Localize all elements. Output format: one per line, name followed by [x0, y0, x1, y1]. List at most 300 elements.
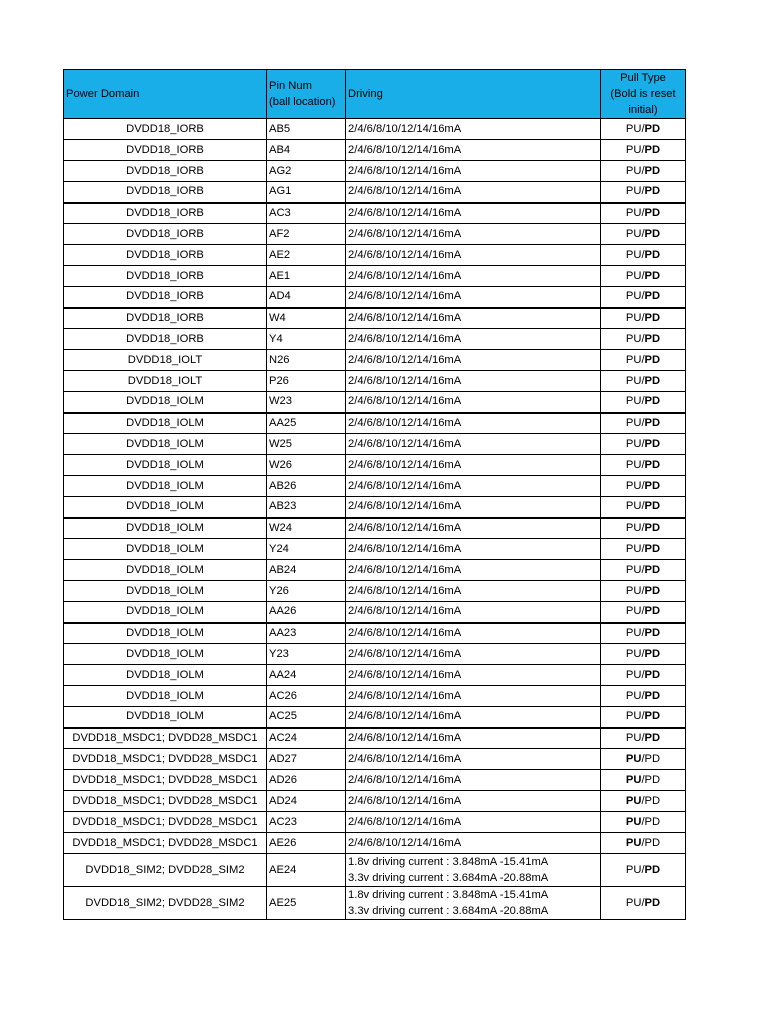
- driving-cell: [346, 581, 601, 602]
- driving-text: 3.3v driving current : 3.684mA -20.88mA: [348, 872, 549, 884]
- driving-cell: [346, 350, 601, 371]
- driving-cell: [346, 728, 601, 749]
- pull-type-cell: [601, 119, 686, 140]
- power-domain-cell: DVDD18_IOLM: [64, 644, 267, 665]
- driving-text: 2/4/6/8/10/12/14/16mA: [348, 290, 462, 303]
- power-domain-cell: DVDD18_IORB: [64, 182, 267, 203]
- pull-down-label: PD: [644, 752, 661, 765]
- pull-down-label: PD: [644, 311, 661, 324]
- header-pull-type: Pull Type (Bold is reset initial): [601, 70, 686, 119]
- power-domain-cell: DVDD18_IOLM: [64, 518, 267, 539]
- driving-text: 2/4/6/8/10/12/14/16mA: [348, 416, 462, 429]
- pull-down-label: PD: [644, 332, 661, 345]
- driving-cell: [346, 224, 601, 245]
- pin-num-cell: P26: [267, 371, 346, 392]
- power-domain-cell: DVDD18_IORB: [64, 203, 267, 224]
- pull-separator: /: [641, 395, 645, 408]
- pin-num-cell: AD4: [267, 287, 346, 308]
- driving-cell: [346, 560, 601, 581]
- pull-down-label: PD: [644, 479, 661, 492]
- pin-num-cell: AB24: [267, 560, 346, 581]
- pin-table: [63, 69, 686, 920]
- power-domain-cell: DVDD18_IOLT: [64, 350, 267, 371]
- pull-type-cell: [601, 749, 686, 770]
- table-row: [64, 266, 686, 287]
- pin-num-cell: W26: [267, 455, 346, 476]
- pull-type-cell: [601, 476, 686, 497]
- pull-down-label: PD: [644, 500, 661, 513]
- table-row: [64, 602, 686, 623]
- table-row: [64, 434, 686, 455]
- driving-text: 2/4/6/8/10/12/14/16mA: [348, 815, 462, 828]
- pull-up-label: PU: [625, 227, 642, 240]
- driving-text: 2/4/6/8/10/12/14/16mA: [348, 794, 462, 807]
- driving-cell: [346, 140, 601, 161]
- table-row: [64, 371, 686, 392]
- pull-down-label: PD: [644, 773, 661, 786]
- pin-num-cell: AC3: [267, 203, 346, 224]
- pin-num-cell: AE26: [267, 833, 346, 854]
- driving-text: 2/4/6/8/10/12/14/16mA: [348, 668, 462, 681]
- table-row: [64, 182, 686, 203]
- pull-type-cell: [601, 140, 686, 161]
- table-header: [64, 70, 686, 119]
- driving-text: 1.8v driving current : 3.848mA -15.41mA: [348, 889, 549, 901]
- table-row: [64, 413, 686, 434]
- driving-text: 2/4/6/8/10/12/14/16mA: [348, 752, 462, 765]
- table-row: [64, 140, 686, 161]
- pull-up-label: PU: [625, 521, 642, 534]
- pull-separator: /: [641, 752, 645, 765]
- pull-type-cell: [601, 308, 686, 329]
- power-domain-cell: DVDD18_IOLM: [64, 707, 267, 728]
- pull-type-cell: [601, 182, 686, 203]
- pull-type-cell: [601, 350, 686, 371]
- pull-type-cell: [601, 434, 686, 455]
- driving-text: 2/4/6/8/10/12/14/16mA: [348, 542, 462, 555]
- driving-text: 2/4/6/8/10/12/14/16mA: [348, 710, 462, 723]
- driving-text: 2/4/6/8/10/12/14/16mA: [348, 332, 462, 345]
- table-row: [64, 644, 686, 665]
- power-domain-cell: DVDD18_MSDC1; DVDD28_MSDC1: [64, 770, 267, 791]
- pull-separator: /: [641, 479, 645, 492]
- pull-type-cell: [601, 518, 686, 539]
- pull-separator: /: [641, 290, 645, 303]
- pull-up-label: PU: [625, 647, 642, 660]
- driving-text: 2/4/6/8/10/12/14/16mA: [348, 521, 462, 534]
- pull-up-label: PU: [625, 500, 642, 513]
- pull-down-label: PD: [644, 815, 661, 828]
- driving-text: 2/4/6/8/10/12/14/16mA: [348, 185, 462, 198]
- power-domain-cell: DVDD18_IOLM: [64, 665, 267, 686]
- pull-up-label: PU: [625, 248, 642, 261]
- power-domain-cell: DVDD18_MSDC1; DVDD28_MSDC1: [64, 749, 267, 770]
- pin-num-cell: AG2: [267, 161, 346, 182]
- pin-num-cell: W24: [267, 518, 346, 539]
- table-row: [64, 770, 686, 791]
- pull-type-cell: [601, 623, 686, 644]
- table-row: [64, 707, 686, 728]
- pull-separator: /: [641, 626, 645, 639]
- driving-cell: [346, 203, 601, 224]
- driving-text: 2/4/6/8/10/12/14/16mA: [348, 563, 462, 576]
- table-row: [64, 749, 686, 770]
- pull-separator: /: [641, 206, 645, 219]
- driving-text: 2/4/6/8/10/12/14/16mA: [348, 647, 462, 660]
- pull-separator: /: [641, 836, 645, 849]
- power-domain-cell: DVDD18_IORB: [64, 287, 267, 308]
- pull-down-label: PD: [644, 353, 661, 366]
- pin-num-cell: AE2: [267, 245, 346, 266]
- table-row: [64, 791, 686, 812]
- table-row: [64, 476, 686, 497]
- pull-up-label: PU: [625, 836, 642, 849]
- driving-cell: [346, 287, 601, 308]
- power-domain-cell: DVDD18_IORB: [64, 329, 267, 350]
- power-domain-cell: DVDD18_IORB: [64, 266, 267, 287]
- pull-down-label: PD: [644, 731, 661, 744]
- pin-num-cell: AC26: [267, 686, 346, 707]
- table-row: [64, 686, 686, 707]
- table-row: [64, 308, 686, 329]
- driving-text: 2/4/6/8/10/12/14/16mA: [348, 773, 462, 786]
- pull-down-label: PD: [644, 542, 661, 555]
- pull-type-cell: [601, 560, 686, 581]
- pull-up-label: PU: [625, 752, 642, 765]
- pull-separator: /: [641, 605, 645, 618]
- pull-separator: /: [641, 500, 645, 513]
- pull-up-label: PU: [625, 815, 642, 828]
- driving-text: 2/4/6/8/10/12/14/16mA: [348, 122, 462, 135]
- pull-separator: /: [641, 416, 645, 429]
- driving-text: 2/4/6/8/10/12/14/16mA: [348, 206, 462, 219]
- table-row: [64, 224, 686, 245]
- power-domain-cell: DVDD18_MSDC1; DVDD28_MSDC1: [64, 791, 267, 812]
- table-row: [64, 539, 686, 560]
- driving-text: 1.8v driving current : 3.848mA -15.41mA: [348, 856, 549, 868]
- driving-text: 2/4/6/8/10/12/14/16mA: [348, 248, 462, 261]
- pull-separator: /: [641, 374, 645, 387]
- pull-separator: /: [641, 542, 645, 555]
- power-domain-cell: DVDD18_IOLM: [64, 602, 267, 623]
- table-row: [64, 812, 686, 833]
- pull-type-cell: [601, 371, 686, 392]
- power-domain-cell: DVDD18_IOLM: [64, 497, 267, 518]
- pin-num-cell: AE24: [267, 854, 346, 887]
- power-domain-cell: DVDD18_IOLT: [64, 371, 267, 392]
- pull-type-cell: [601, 686, 686, 707]
- pull-type-cell: [601, 602, 686, 623]
- pull-up-label: PU: [625, 332, 642, 345]
- pull-down-label: PD: [644, 290, 661, 303]
- driving-text: 3.3v driving current : 3.684mA -20.88mA: [348, 905, 549, 917]
- pull-type-cell: [601, 455, 686, 476]
- table-row: [64, 518, 686, 539]
- pull-down-label: PD: [644, 668, 661, 681]
- pull-separator: /: [641, 185, 645, 198]
- pull-type-cell: [601, 887, 686, 920]
- pin-num-cell: AD27: [267, 749, 346, 770]
- table-row: [64, 287, 686, 308]
- pull-separator: /: [641, 521, 645, 534]
- pull-type-cell: [601, 581, 686, 602]
- pull-up-label: PU: [625, 863, 642, 876]
- pin-num-cell: W4: [267, 308, 346, 329]
- pull-up-label: PU: [625, 290, 642, 303]
- driving-text: 2/4/6/8/10/12/14/16mA: [348, 836, 462, 849]
- driving-cell: [346, 371, 601, 392]
- pin-num-cell: AF2: [267, 224, 346, 245]
- pull-up-label: PU: [625, 605, 642, 618]
- pull-up-label: PU: [625, 479, 642, 492]
- driving-cell: [346, 623, 601, 644]
- power-domain-cell: DVDD18_IORB: [64, 161, 267, 182]
- driving-text: 2/4/6/8/10/12/14/16mA: [348, 164, 462, 177]
- pull-separator: /: [641, 437, 645, 450]
- pull-down-label: PD: [644, 248, 661, 261]
- pull-separator: /: [641, 689, 645, 702]
- pin-num-cell: AC23: [267, 812, 346, 833]
- driving-cell: [346, 644, 601, 665]
- table-row: [64, 854, 686, 887]
- driving-cell: [346, 770, 601, 791]
- pull-type-cell: [601, 791, 686, 812]
- pull-type-cell: [601, 413, 686, 434]
- pin-num-cell: AG1: [267, 182, 346, 203]
- pull-type-cell: [601, 728, 686, 749]
- pin-num-cell: W25: [267, 434, 346, 455]
- pull-down-label: PD: [644, 374, 661, 387]
- pull-up-label: PU: [625, 185, 642, 198]
- power-domain-cell: DVDD18_IOLM: [64, 413, 267, 434]
- pull-type-cell: [601, 812, 686, 833]
- pull-down-label: PD: [644, 626, 661, 639]
- pull-down-label: PD: [644, 647, 661, 660]
- driving-cell: [346, 812, 601, 833]
- pull-separator: /: [641, 458, 645, 471]
- driving-text: 2/4/6/8/10/12/14/16mA: [348, 143, 462, 156]
- pull-up-label: PU: [625, 164, 642, 177]
- driving-cell: [346, 791, 601, 812]
- pull-down-label: PD: [644, 185, 661, 198]
- table-row: [64, 665, 686, 686]
- table-row: [64, 203, 686, 224]
- driving-text: 2/4/6/8/10/12/14/16mA: [348, 626, 462, 639]
- pull-down-label: PD: [644, 143, 661, 156]
- driving-cell: [346, 749, 601, 770]
- power-domain-cell: DVDD18_IOLM: [64, 455, 267, 476]
- driving-cell: [346, 434, 601, 455]
- table-body: [64, 119, 686, 920]
- power-domain-cell: DVDD18_IORB: [64, 140, 267, 161]
- pull-up-label: PU: [625, 395, 642, 408]
- pull-up-label: PU: [625, 542, 642, 555]
- driving-cell: [346, 854, 601, 887]
- power-domain-cell: DVDD18_IOLM: [64, 392, 267, 413]
- driving-cell: [346, 245, 601, 266]
- pull-up-label: PU: [625, 563, 642, 576]
- power-domain-cell: DVDD18_IORB: [64, 308, 267, 329]
- power-domain-cell: DVDD18_SIM2; DVDD28_SIM2: [64, 854, 267, 887]
- pull-up-label: PU: [625, 143, 642, 156]
- pull-down-label: PD: [644, 395, 661, 408]
- table-row: [64, 161, 686, 182]
- pull-up-label: PU: [625, 584, 642, 597]
- driving-cell: [346, 413, 601, 434]
- pin-num-cell: AD24: [267, 791, 346, 812]
- pull-separator: /: [641, 122, 645, 135]
- driving-cell: [346, 518, 601, 539]
- power-domain-cell: DVDD18_IOLM: [64, 686, 267, 707]
- pull-up-label: PU: [625, 206, 642, 219]
- pull-down-label: PD: [644, 836, 661, 849]
- pull-type-cell: [601, 224, 686, 245]
- pull-separator: /: [641, 731, 645, 744]
- table-row: [64, 560, 686, 581]
- driving-text: 2/4/6/8/10/12/14/16mA: [348, 227, 462, 240]
- pull-type-cell: [601, 644, 686, 665]
- pull-separator: /: [641, 773, 645, 786]
- power-domain-cell: DVDD18_SIM2; DVDD28_SIM2: [64, 887, 267, 920]
- pull-separator: /: [641, 311, 645, 324]
- pull-type-cell: [601, 707, 686, 728]
- pull-up-label: PU: [625, 437, 642, 450]
- pull-type-cell: [601, 854, 686, 887]
- power-domain-cell: DVDD18_MSDC1; DVDD28_MSDC1: [64, 728, 267, 749]
- driving-text: 2/4/6/8/10/12/14/16mA: [348, 458, 462, 471]
- pull-separator: /: [641, 353, 645, 366]
- pull-separator: /: [641, 668, 645, 681]
- pull-down-label: PD: [644, 458, 661, 471]
- driving-cell: [346, 308, 601, 329]
- pull-separator: /: [641, 710, 645, 723]
- pin-num-cell: Y24: [267, 539, 346, 560]
- pull-separator: /: [641, 227, 645, 240]
- pull-down-label: PD: [644, 605, 661, 618]
- pull-down-label: PD: [644, 164, 661, 177]
- table-row: [64, 392, 686, 413]
- driving-cell: [346, 392, 601, 413]
- pull-down-label: PD: [644, 794, 661, 807]
- pull-type-cell: [601, 665, 686, 686]
- power-domain-cell: DVDD18_IORB: [64, 245, 267, 266]
- driving-text: 2/4/6/8/10/12/14/16mA: [348, 437, 462, 450]
- pull-up-label: PU: [625, 773, 642, 786]
- pull-type-cell: [601, 329, 686, 350]
- pull-up-label: PU: [625, 458, 642, 471]
- driving-text: 2/4/6/8/10/12/14/16mA: [348, 731, 462, 744]
- pin-num-cell: W23: [267, 392, 346, 413]
- pull-down-label: PD: [644, 416, 661, 429]
- power-domain-cell: DVDD18_MSDC1; DVDD28_MSDC1: [64, 812, 267, 833]
- pin-num-cell: Y26: [267, 581, 346, 602]
- pin-num-cell: AB26: [267, 476, 346, 497]
- pull-type-cell: [601, 161, 686, 182]
- power-domain-cell: DVDD18_IOLM: [64, 623, 267, 644]
- pull-separator: /: [641, 863, 645, 876]
- pull-down-label: PD: [644, 584, 661, 597]
- driving-cell: [346, 455, 601, 476]
- pull-down-label: PD: [644, 896, 661, 909]
- pin-num-cell: AB23: [267, 497, 346, 518]
- header-driving: Driving: [346, 70, 601, 119]
- pull-up-label: PU: [625, 374, 642, 387]
- pull-separator: /: [641, 164, 645, 177]
- pull-down-label: PD: [644, 863, 661, 876]
- power-domain-cell: DVDD18_IOLM: [64, 581, 267, 602]
- pull-up-label: PU: [625, 269, 642, 282]
- driving-text: 2/4/6/8/10/12/14/16mA: [348, 605, 462, 618]
- table-row: [64, 623, 686, 644]
- driving-cell: [346, 707, 601, 728]
- pull-down-label: PD: [644, 689, 661, 702]
- pin-num-cell: AD26: [267, 770, 346, 791]
- power-domain-cell: DVDD18_MSDC1; DVDD28_MSDC1: [64, 833, 267, 854]
- pull-down-label: PD: [644, 269, 661, 282]
- pull-type-cell: [601, 287, 686, 308]
- driving-cell: [346, 329, 601, 350]
- pin-num-cell: AA24: [267, 665, 346, 686]
- pin-num-cell: AC25: [267, 707, 346, 728]
- table-row: [64, 119, 686, 140]
- table-row: [64, 350, 686, 371]
- driving-cell: [346, 686, 601, 707]
- pull-down-label: PD: [644, 122, 661, 135]
- pull-down-label: PD: [644, 227, 661, 240]
- power-domain-cell: DVDD18_IOLM: [64, 434, 267, 455]
- pull-separator: /: [641, 269, 645, 282]
- pull-down-label: PD: [644, 437, 661, 450]
- pull-type-cell: [601, 203, 686, 224]
- pull-separator: /: [641, 896, 645, 909]
- pull-up-label: PU: [625, 689, 642, 702]
- pull-up-label: PU: [625, 896, 642, 909]
- table-row: [64, 497, 686, 518]
- driving-text: 2/4/6/8/10/12/14/16mA: [348, 479, 462, 492]
- driving-cell: [346, 602, 601, 623]
- driving-cell: [346, 182, 601, 203]
- driving-cell: [346, 497, 601, 518]
- pull-type-cell: [601, 266, 686, 287]
- header-pin-num: Pin Num (ball location): [267, 70, 346, 119]
- pull-down-label: PD: [644, 710, 661, 723]
- driving-cell: [346, 161, 601, 182]
- driving-cell: [346, 887, 601, 920]
- pull-up-label: PU: [625, 794, 642, 807]
- table-row: [64, 833, 686, 854]
- power-domain-cell: DVDD18_IORB: [64, 119, 267, 140]
- pull-up-label: PU: [625, 122, 642, 135]
- driving-text: 2/4/6/8/10/12/14/16mA: [348, 689, 462, 702]
- pin-num-cell: AB4: [267, 140, 346, 161]
- power-domain-cell: DVDD18_IORB: [64, 224, 267, 245]
- pull-up-label: PU: [625, 668, 642, 681]
- driving-cell: [346, 476, 601, 497]
- table-row: [64, 728, 686, 749]
- pull-type-cell: [601, 833, 686, 854]
- pull-separator: /: [641, 647, 645, 660]
- pin-num-cell: Y4: [267, 329, 346, 350]
- pull-separator: /: [641, 563, 645, 576]
- driving-cell: [346, 833, 601, 854]
- pull-type-cell: [601, 539, 686, 560]
- driving-text: 2/4/6/8/10/12/14/16mA: [348, 500, 462, 513]
- driving-cell: [346, 539, 601, 560]
- header-row: [64, 70, 686, 119]
- pull-down-label: PD: [644, 206, 661, 219]
- driving-text: 2/4/6/8/10/12/14/16mA: [348, 311, 462, 324]
- pin-num-cell: N26: [267, 350, 346, 371]
